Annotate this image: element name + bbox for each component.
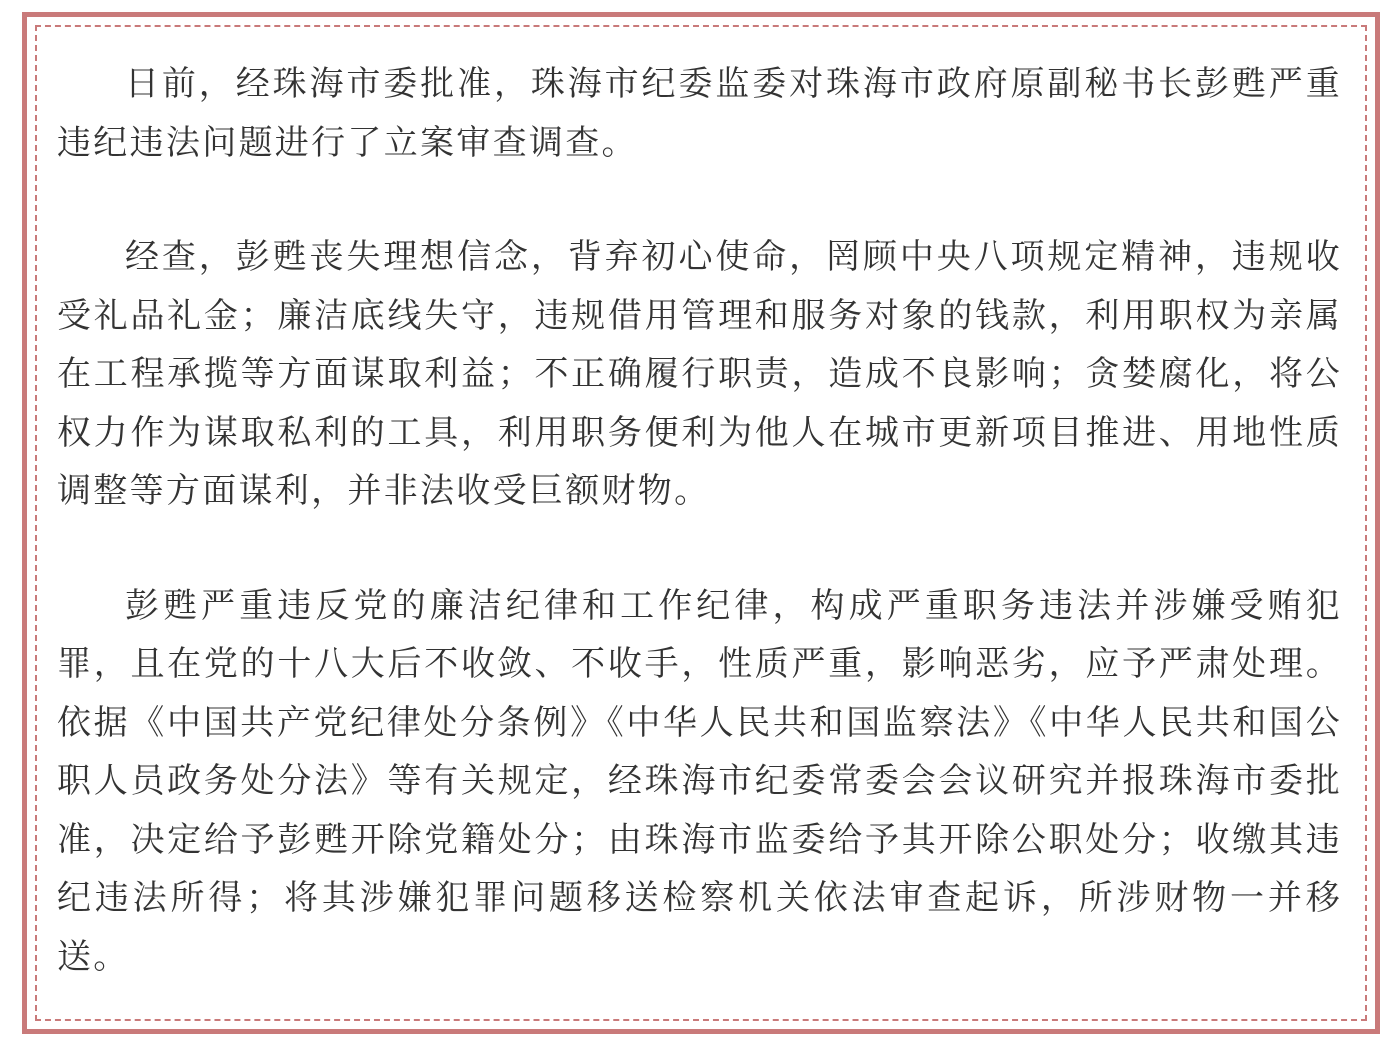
article-frame-outer-border xyxy=(22,12,1380,1034)
paragraph-3: 彭甦严重违反党的廉洁纪律和工作纪律，构成严重职务违法并涉嫌受贿犯罪，且在党的十八大后不收敛、不收手，性质严重，影响恶劣，应予严肃处理。依据《中国共产党纪律处分条例》《中华人民共和国监察法》《中华人民共和国公职人员政务处分法》等有关规定，经珠海市纪委常委会会议研究并报珠海市委批准，决定给予彭甦开除党籍处分；由珠海市监委给予其开除公职处分；收缴其违纪违法所得；将其涉嫌犯罪问题移送检察机关依法审查起诉，所涉财物一并移送。 xyxy=(57,585,1342,977)
article-body xyxy=(57,55,1342,986)
paragraph-1: 日前，经珠海市委批准，珠海市纪委监委对珠海市政府原副秘书长彭甦严重违纪违法问题进行了立案审查调查。 xyxy=(57,64,1342,163)
paragraph-2: 经查，彭甦丧失理想信念，背弃初心使命，罔顾中央八项规定精神，违规收受礼品礼金；廉洁底线失守，违规借用管理和服务对象的钱款，利用职权为亲属在工程承揽等方面谋取利益；不正确履行职责，造成不良影响；贪婪腐化，将公权力作为谋取私利的工具，利用职务便利为他人在城市更新项目推进、用地性质调整等方面谋利，并非法收受巨额财物。 xyxy=(57,237,1342,511)
